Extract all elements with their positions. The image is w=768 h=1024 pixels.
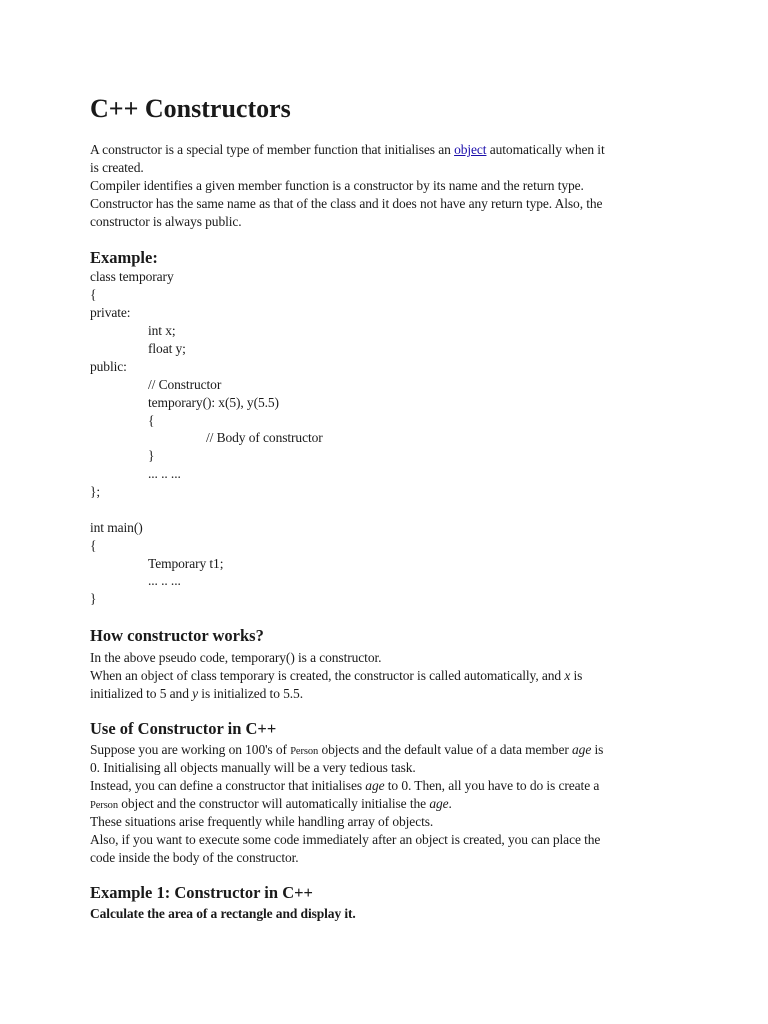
code-line: { xyxy=(90,538,97,553)
page-title: C++ Constructors xyxy=(90,94,291,123)
var-y: y xyxy=(192,686,199,701)
var-x: x xyxy=(564,668,571,683)
code-line: public: xyxy=(90,359,127,374)
person-keyword: Person xyxy=(290,746,319,757)
use-heading: Use of Constructor in C++ xyxy=(90,719,277,738)
age-keyword: age xyxy=(572,742,592,757)
code-line: int x; xyxy=(148,323,176,338)
use-line-4 xyxy=(90,795,452,815)
person-keyword: Person xyxy=(90,800,118,811)
code-line: } xyxy=(90,591,97,606)
code-line: class temporary xyxy=(90,269,174,284)
example-heading: Example: xyxy=(90,248,158,267)
use-line-6: Also, if you want to execute some code immediately after an object is created, you can place the xyxy=(90,832,601,847)
how-line-1: In the above pseudo code, temporary() is a constructor. xyxy=(90,650,382,665)
use-line-2: 0. Initialising all objects manually will be a very tedious task. xyxy=(90,760,416,775)
intro-line-4: Constructor has the same name as that of the class and it does not have any return type. Also, the xyxy=(90,196,603,211)
code-line: int main() xyxy=(90,520,143,535)
how-heading: How constructor works? xyxy=(90,626,264,645)
age-keyword: age xyxy=(429,796,449,811)
object-link[interactable]: object xyxy=(454,142,487,157)
code-line: temporary(): x(5), y(5.5) xyxy=(148,395,279,410)
use-line-3 xyxy=(90,777,599,795)
how-line-3 xyxy=(90,685,303,703)
how-text: When an object of class temporary is created, the constructor is called automatically, and xyxy=(90,668,565,683)
use-line-1 xyxy=(90,741,603,761)
intro-line-5: constructor is always public. xyxy=(90,214,242,229)
use-text: is xyxy=(591,742,604,757)
use-text: to 0. Then, all you have to do is create a xyxy=(384,778,600,793)
code-line: // Body of constructor xyxy=(206,430,323,445)
age-keyword: age xyxy=(365,778,385,793)
intro-line-3: Compiler identifies a given member function is a constructor by its name and the return type. xyxy=(90,178,584,193)
code-line: private: xyxy=(90,305,131,320)
use-text: objects and the default value of a data member xyxy=(318,742,573,757)
example1-heading: Example 1: Constructor in C++ xyxy=(90,883,313,902)
intro-line-1 xyxy=(90,141,605,159)
code-line: ... .. ... xyxy=(148,573,181,588)
example1-subheading: Calculate the area of a rectangle and display it. xyxy=(90,906,356,921)
use-text: . xyxy=(448,796,452,811)
use-line-7: code inside the body of the constructor. xyxy=(90,850,299,865)
code-line: { xyxy=(90,287,97,302)
how-text: is xyxy=(570,668,583,683)
code-line: { xyxy=(148,413,155,428)
code-line: float y; xyxy=(148,341,186,356)
code-line: ... .. ... xyxy=(148,466,181,481)
how-text: initialized to 5 and xyxy=(90,686,193,701)
use-text: Suppose you are working on 100's of xyxy=(90,742,291,757)
how-text: is initialized to 5.5. xyxy=(198,686,303,701)
code-line: // Constructor xyxy=(148,377,222,392)
intro-line-2: is created. xyxy=(90,160,144,175)
intro-text: A constructor is a special type of member function that initialises an xyxy=(90,142,455,157)
use-text: Instead, you can define a constructor that initialises xyxy=(90,778,366,793)
how-line-2 xyxy=(90,667,582,685)
code-line: }; xyxy=(90,484,101,499)
code-line: Temporary t1; xyxy=(148,556,224,571)
use-text: object and the constructor will automatically initialise the xyxy=(117,796,430,811)
code-line: } xyxy=(148,448,155,463)
intro-text: automatically when it xyxy=(486,142,605,157)
use-line-5: These situations arise frequently while handling array of objects. xyxy=(90,814,434,829)
